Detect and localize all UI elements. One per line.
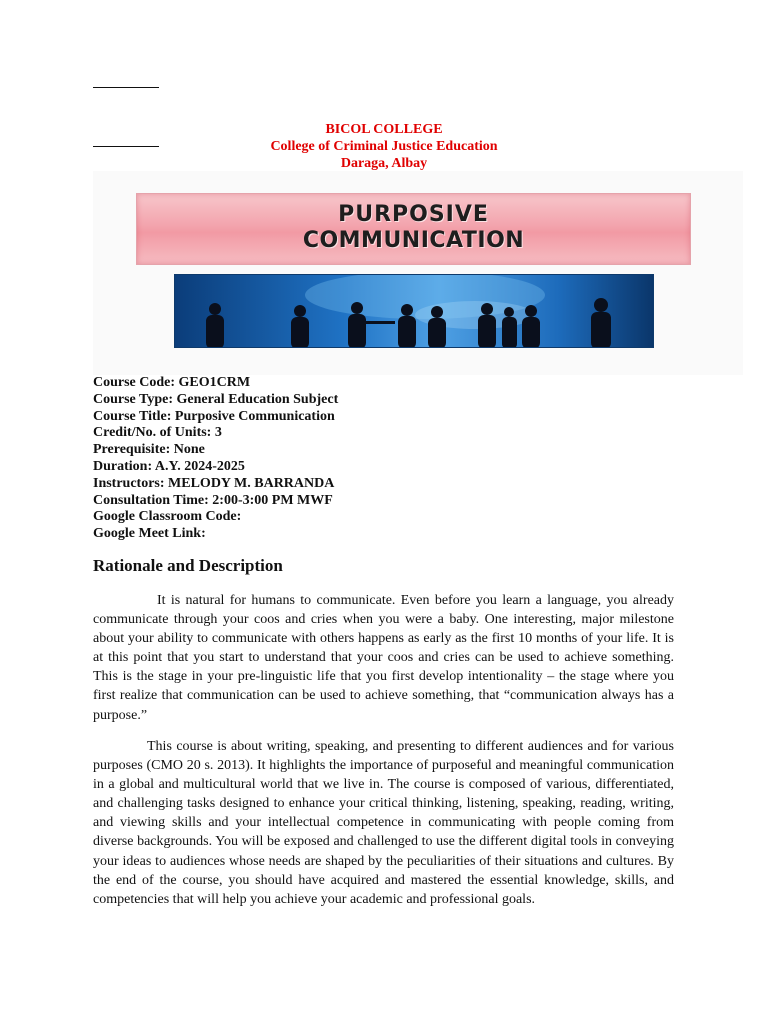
college-name: College of Criminal Justice Education [270, 139, 498, 154]
top-rule-1 [93, 87, 159, 88]
college-location: Daraga, Albay [340, 156, 428, 171]
course-duration: Duration: A.Y. 2024-2025 [93, 458, 245, 474]
institution-name: BICOL COLLEGE [325, 122, 443, 137]
silhouettes-of-people-image [174, 274, 654, 348]
course-units: Credit/No. of Units: 3 [93, 425, 222, 441]
banner-title-line1: PURPOSIVE [338, 202, 489, 227]
course-type: Course Type: General Education Subject [93, 391, 339, 407]
course-title-banner [136, 193, 691, 265]
banner-title-line2: COMMUNICATION [302, 228, 525, 253]
course-info [93, 375, 338, 543]
course-code: Course Code: GEO1CRM [93, 375, 251, 390]
course-title: Course Title: Purposive Communication [93, 408, 335, 424]
google-classroom-code: Google Classroom Code: [93, 509, 242, 525]
rationale-heading: Rationale and Description [93, 556, 283, 575]
document-header [0, 121, 768, 172]
course-instructors: Instructors: MELODY M. BARRANDA [93, 475, 335, 491]
consultation-time: Consultation Time: 2:00-3:00 PM MWF [93, 492, 333, 508]
course-prerequisite: Prerequisite: None [93, 442, 205, 458]
rationale-paragraph-1: It is natural for humans to communicate. Even before you learn a language, you already communicate through your coos and cries when you were a baby. One interesting, major milestone about your ability to communicate with others happens as early as the first 10 months of your life. It is at this point that you start to understand that your coos and cries can be used to achieve something. This is the stage in your pre-linguistic life that you first develop intentionality – the stage where you first realize that communication can be used to achieve something, that “communication always has a purpose.” [93, 593, 674, 723]
rationale-paragraph-2: This course is about writing, speaking, and presenting to different audiences and for various purposes (CMO 20 s. 2013). It highlights the importance of purposeful and meaningful communication in a global and multicultural world that we live in. The course is composed of various, differentiated, and challenging tasks designed to enhance your critical thinking, listening, speaking, reading, writing, and viewing skills and your intellectual competence in communicating with people coming from diverse backgrounds. You will be exposed and challenged to use the different digital tools in conveying your ideas to audiences whose needs are shaped by the peculiarities of their situations and cultures. By the end of the course, you should have acquired and mastered the essential knowledge, skills, and competencies that will help you achieve your academic and professional goals. [93, 739, 674, 907]
google-meet-link: Google Meet Link: [93, 526, 206, 542]
